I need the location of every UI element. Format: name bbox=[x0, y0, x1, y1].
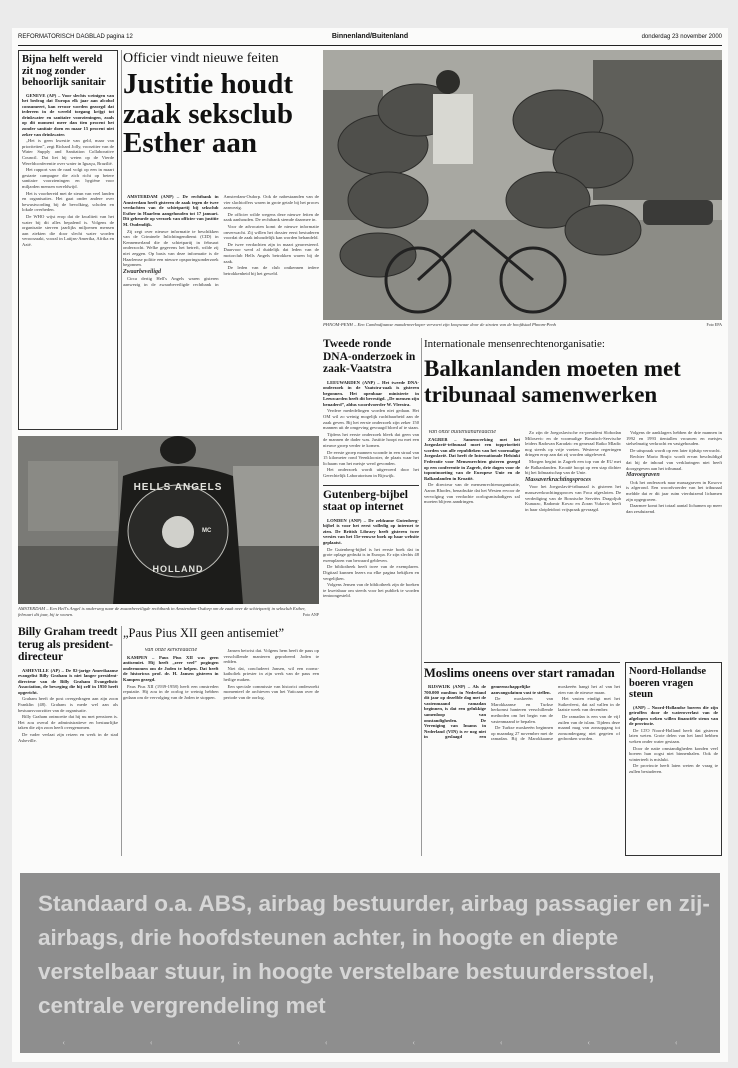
header-date: donderdag 23 november 2000 bbox=[641, 34, 722, 40]
patch-mc: MC bbox=[202, 528, 212, 534]
article-pius-body: Van onze kerkredactie KAMPEN – Paus Pius XII was geen antisemiet. Hij heeft „zeer veel” pogingen ondernomen om de Joden te helpen. Dat heeft de historicus prof. dr. H. Jansen gisteren in Kampen gezegd. Paus Pius XII (1939-1958) heeft een omstreden reputatie. Hij zou in de oorlog te weinig hebben gedaan om de vervolging van de Joden te stoppen. Jansen betwist dat. Volgens hem heeft de paus op verschillende manieren geprobeerd Joden te redden. Niet dat, concludeert Jansen, wil een rooms-katholiek priester in zijn werk van de paus een heilige maken. Een speciale commissie van historici onderzoekt momenteel de archieven van het Vaticaan over de periode van de oorlog. bbox=[123, 648, 319, 700]
article-gutenberg-body: LONDEN (ANP) – De zeldzame Gutenberg-bijbel is voor het eerst volledig op internet te zien. De British Library heeft gisteren twee versies van het 15e-eeuwse boek op haar website geplaatst. De Gutenberg-bijbel is het eerste boek dat in grote oplage gedrukt is in Europa. Er zijn slechts 48 exemplaren van bewaard gebleven. De bibliotheek heeft twee van de exemplaren. Digitaal kunnen lezers nu elke pagina bekijken en vergelijken. Volgens Jensen van de bibliotheek zijn de boeken te kwetsbaar om steeds voor het publiek te worden tentoongesteld. bbox=[323, 517, 419, 599]
article-title: Tweede ronde DNA-onderzoek in zaak-Vaatstra bbox=[323, 338, 416, 375]
mark-icon: ‹ bbox=[237, 1038, 241, 1047]
article-headline: Justitie houdt zaak seksclub Esther aan bbox=[123, 70, 294, 159]
article-headline-pius: „Paus Pius XII geen antisemiet” bbox=[123, 626, 285, 640]
page-header bbox=[18, 32, 722, 44]
article-title: Moslims oneens over start ramadan bbox=[424, 666, 615, 680]
article-title: Noord-Hollandse boeren vragen steun bbox=[629, 666, 707, 700]
photo-credit: Foto ANP bbox=[302, 612, 319, 617]
article-body: (ANP) – Noord-Hollandse boeren die zijn getroffen door de wateroverlast van de afgelopen weken willen financiële steun van de provincie. De LTO Noord-Holland heeft dat gisteren laten weten. Grote delen van het land hebben weken onder water gestaan. Door de natte omstandigheden konden veel boeren hun oogst niet binnenhalen. Ook de winterteelt is mislukt. De provincie heeft laten weten de vraag te zullen bestuderen. bbox=[629, 704, 718, 775]
article-boeren bbox=[625, 662, 722, 856]
header-left: REFORMATORISCH DAGBLAD pagina 12 bbox=[18, 34, 133, 40]
mark-icon: ‹ bbox=[587, 1038, 591, 1047]
photo-phnom-penh bbox=[323, 50, 722, 320]
article-subhead: Massaverkrachtingsproces bbox=[525, 476, 592, 483]
advertisement-text: Standaard o.a. ABS, airbag bestuurder, airbag passagier en zij-airbags, drie hoofdsteunen achter, in hoogte en diepte verstelbaar stuur, in hoogte verstelbare bestuurdersstoel, centrale vergrendeling met bbox=[38, 891, 710, 1018]
mark-icon: ‹ bbox=[412, 1038, 416, 1047]
article-subhead: Mavoegraven bbox=[626, 472, 660, 479]
article-body: GENEVE (AP) – Voor slechts weinigen van het bedrag dat Europa elk jaar aan alcohol consumeert, kan ervoor worden gezorgd dat iedereen in de wereld toegang krijgt tot drinkwater en sanitaire voorzieningen, zoals op dit moment meer dan tien procent het zonder sanitair doen en maar 15 procent niet zeker van drinkwater. „Het is geen kwestie van geld, maar van prioriteiten”, zegt Richard Jolly, voorzitter van de Water Supply and Sanitation Collaborative Council. Dat liet hij weten op de Vierde Wereldconferentie over water in Iguaçu, Brazilië. Het rapport van de raad volgt op een in maart gestarte campagne die zich richt op betere sanitaire voorzieningen en hygiëne voor miljarden mensen wereldwijd. Het is voorbereid met de steun van veel landen en organisaties. Het gaat onder andere over bewustwording bij de bevolking, scholen en lokale overheden. De WHO wijst erop dat de kwaliteit van het water bij dit alles bepalend is. Volgens de organisatie sterven jaarlijks miljoenen mensen aan ziekten die door slecht water worden veroorzaakt, vooral in Latijns-Amerika, Afrika en Azië. bbox=[22, 92, 114, 247]
article-subhead: Zwaarbeveiligd bbox=[123, 268, 161, 275]
article-body: LEEUWARDEN (ANP) – Het tweede DNA-onderzoek in de Vaatstra-zaak is gisteren begonnen. Het openbaar ministerie in Leeuwarden heeft dit bevestigd. „De mensen zijn benaderd”, aldus woordvoerder W. Vleestra. Verdere mededelingen worden niet gedaan. Het OM wil zo weinig mogelijk ruchtbaarheid aan de zaak geven. Bij het eerste onderzoek zijn zeker 150 mannen uit de omgeving gevraagd bloed af te staan. Tijdens het eerste onderzoek bleek dat geen van de mannen de dader was. Justitie hoopt nu met een nieuwe groep verder te komen. De eerste groep mannen woonde in een straal van 15 kilometer rond Veenklooster, de plaats waar het lichaam van het meisje werd gevonden. Het onderzoek wordt uitgevoerd door het Gerechtelijk Laboratorium in Rijswijk. bbox=[323, 379, 419, 478]
article-seksclub-body: AMSTERDAM (ANP) – De rechtbank in Amsterdam heeft gisteren de zaak tegen de twee verdachten van de schietpartij bij seksclub Esther in Haarlem aangehouden tot 17 januari. Dit gebeurde op verzoek van officier van justitie M. Oudendijk. Zij zegt over nieuwe informatie te beschikken van de Criminele Inlichtingendienst (CID) in Kennemerland die de schietpartij in februari onderzocht. Welke gegevens het betreft, wilde zij niet zeggen. Op basis van deze informatie is de Haarlemse politie een nieuwe opsporingsonderzoek begonnen. Zwaarbeveiligd Circa dertig Hell's Angels waren gisteren aanwezig in de zwaarbeveiligde rechtbank in Amsterdam-Osdorp. Ook de nabestaanden van de vier slachtoffers waren in grote getale bij het proces aanwezig. De officier wilde wegens deze nieuwe feiten de zaak aanhouden. De rechtbank stemde daarmee in. Voor de advocaten komt de nieuwe informatie onverwacht. Zij willen het dossier eerst bestuderen voordat de zaak inhoudelijk kan worden behandeld. De twee verdachten zijn in maart gearresteerd. Daarvoor werd al duidelijk dat leden van de motorclub Hells Angels betrokken waren bij de zaak. De leden van de club ontkennen iedere betrokkenheid bij het geweld. bbox=[123, 194, 319, 287]
patch-bottom-rocker: HOLLAND bbox=[152, 564, 204, 574]
newspaper-page bbox=[12, 28, 728, 1062]
byline: Van onze kerkredactie bbox=[144, 648, 198, 653]
article-graham bbox=[18, 626, 118, 856]
article-dna bbox=[323, 338, 419, 854]
mark-icon: ‹ bbox=[62, 1038, 66, 1047]
article-kicker: Officier vindt nieuwe feiten bbox=[123, 51, 279, 66]
photo-credit: Foto EPA bbox=[706, 322, 722, 327]
article-kicker: Internationale mensenrechtenorganisatie: bbox=[424, 338, 605, 350]
photo-hells-angel bbox=[18, 436, 319, 604]
article-headline: Balkanlanden moeten met tribunaal samenwerken bbox=[424, 356, 681, 407]
basket-vendor-illustration bbox=[323, 50, 722, 320]
mark-icon: ‹ bbox=[324, 1038, 328, 1047]
article-body: ASHEVILLE (AP) – De 82-jarige Amerikaanse evangelist Billy Graham is niet langer president-directeur van de Billy Graham Evangelistic Association, de beweging die hij zelf in 1950 heeft opgericht. Graham heeft de post overgedragen aan zijn zoon Franklin (48). Graham is mede wel aan als bestuursvoorzitter van de organisatie. Billy Graham ontmoette dat hij nu met pensioen is. Het zou overal de administratieve en bestuurlijke taken die zijn zoon heeft overgenomen. De vader verlaat zijn reizen en werk in de stad Asheville. bbox=[18, 667, 118, 743]
column-rule bbox=[121, 626, 122, 856]
column-rule bbox=[121, 50, 122, 430]
header-section: Binnenland/Buitenland bbox=[331, 33, 409, 40]
mark-icon: ‹ bbox=[149, 1038, 153, 1047]
photo-caption-phnom-penh: PHNOM-PENH – Een Cambodjaanse mandenverkoper vervoert zijn koopwaar door de straten van de hoofdstad Phnom-Penh Foto EPA bbox=[323, 322, 722, 327]
byline: Van onze buitenlandredactie bbox=[428, 430, 497, 435]
article-balkan-body: Van onze buitenlandredactie ZAGREB – Samenwerking met het Joegoslavië-tribunaal moet een topprioriteit worden van alle republieken van het voormalige Joegoslavië. Dat heeft de Internationale Helsinki Federatie voor Mensenrechten gisteren gezegd op een conferentie in Zagreb, drie dagen voor de topontmoeting van de Europese Unie en de Balkanlanden in Kroatië. De directeur van de mensenrechtenorganisatie, Aaron Rhodes, benadrukte dat het Westen ervoor de vervolging van verdachte oorlogsmisdadigers zal moeten blijven aandringen. Zo zijn de Joegoslavische ex-president Slobodan Milosevic en de voormalige Bosnisch-Servische leiders Radovan Karadzic en generaal Ratko Mladic nog steeds op vrije voeten. Westerse regeringen dringen erop aan dat zij worden uitgeleverd. Morgen begint in Zagreb een top van de EU met de Balkanlanden. Kroatië hoopt op een stap dichter bij het lidmaatschap van de Unie. Massaverkrachtingsproces Voor het Joegoslavië-tribunaal is gisteren het massaverkrachtingsproces van Foca afgesloten. De verdediging van de Bosnische Serviërs Dragoljub Kunarac, Radomir Kovac en Zoran Vukovic heeft in haar slotpleidooi vrijspraak gevraagd. Volgens de aanklagers hebben de drie mannen in 1992 en 1993 tientallen vrouwen en meisjes stelselmatig verkracht en vastgehouden. De uitspraak wordt op een later tijdstip verwacht. Rechter Mario Brujic wordt ervan beschuldigd dat hij de inhoud van verklaringen niet heeft doorgegeven aan het tribunaal. Mavoegraven Ook het onderzoek naar massagraven in Kosovo is afgerond. Een woordvoerder van het tribunaal meldde dat er dit jaar ruim vierduizend lichamen zijn opgegraven. Daarmee komt het totaal aantal lichamen op meer dan zesduizend. bbox=[424, 430, 722, 514]
article-body: RIJSWIJK (ANP) – Als de 700.000 moslims in Nederland dit jaar op dezelfde dag met de vastenmaand ramadan beginnen, is dat een gelukkige samenloop van omstandigheden. De Vereniging van Imams in Nederland (VIN) is er nog niet in geslaagd een gemeenschappelijke aanvangsdatum vast te stellen. De moskeeën van Marokkaanse en Turkse herkomst hanteren verschillende methoden om het begin van de vastenmaand te bepalen. De Turkse moskeeën beginnen op maandag 27 november met de ramadan. Bij de Marokkaanse moskeeën hangt het af van het zien van de nieuwe maan. Het vasten eindigt met het Suikerfeest, dat zal vallen in de laatste week van december. De ramadan is een van de vijf zuilen van de islam. Tijdens deze maand mag van zonsopgang tot zonsondergang niet gegeten of gedronken worden. bbox=[424, 684, 620, 742]
advertisement-banner bbox=[20, 873, 720, 1053]
article-title: Bijna helft wereld zit nog zonder behoorlijk sanitair bbox=[22, 54, 106, 88]
article-title: Billy Graham treedt terug als president-directeur bbox=[18, 626, 118, 663]
article-title-gutenberg: Gutenberg-bijbel staat op internet bbox=[323, 485, 419, 514]
column-rule bbox=[421, 338, 422, 856]
hells-angel-illustration bbox=[18, 436, 319, 604]
mark-icon: ‹ bbox=[499, 1038, 503, 1047]
article-drinkwater bbox=[18, 50, 118, 430]
photo-caption-hells-angel: AMSTERDAM – Een Hell's Angel is onderweg naar de zwaarbeveiligde rechtbank in Amsterdam-Osdorp om de zaak over de schietpartij in seksclub Esther, februari dit jaar, bij te wonen. Foto ANP bbox=[18, 606, 319, 617]
article-moslims bbox=[424, 662, 620, 856]
header-rule bbox=[18, 45, 722, 46]
patch-top-rocker: HELLS ANGELS bbox=[133, 482, 223, 493]
mark-icon: ‹ bbox=[674, 1038, 678, 1047]
advertisement-marks bbox=[20, 1038, 720, 1047]
